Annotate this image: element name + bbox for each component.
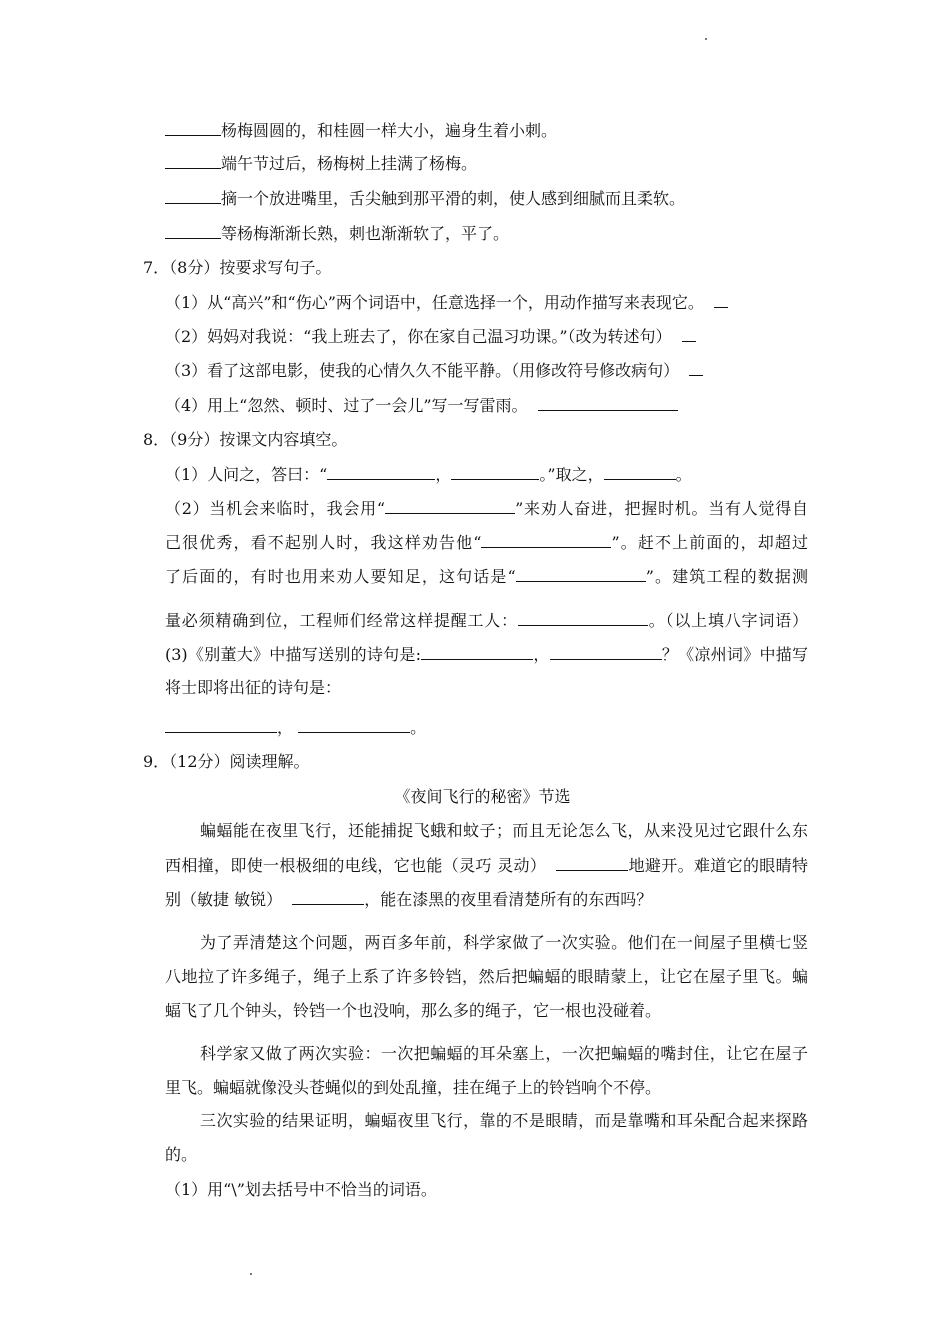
text: ， (533, 645, 550, 664)
answer-blank[interactable] (385, 498, 515, 514)
passage-line: 三次实验的结果证明，蝙蝠夜里飞行，靠的不是眼睛，而是靠嘴和耳朵配合起来探路 (200, 1111, 808, 1130)
text: ， (277, 718, 294, 737)
q8-item-2-line (165, 566, 808, 586)
item-text: （4）用上“忽然、顿时、过了一会儿”写一写雷雨。 (165, 396, 528, 415)
passage-line: 蝙蝠能在夜里飞行，还能捕捉飞蛾和蚊子；而且无论怎么飞，从来没见过它跟什么东 (200, 821, 808, 840)
text: 。（以上填八字词语） (647, 611, 808, 630)
text: ？《凉州词》中描写 (661, 645, 808, 664)
answer-blank[interactable] (327, 464, 435, 480)
answer-blank[interactable] (298, 717, 410, 733)
passage-line: 为了弄清楚这个问题，两百多年前，科学家做了一次实验。他们在一间屋子里横七竖 (200, 933, 808, 952)
text: ”。赶不上前面的，却超过 (611, 533, 808, 552)
answer-blank[interactable] (714, 292, 728, 308)
text: ”。建筑工程的数据测 (645, 567, 808, 586)
q8-item-2-line (165, 532, 808, 552)
ordering-item (165, 153, 477, 173)
passage-line: 八地拉了许多绳子，绳子上系了许多铃铛，然后把蝙蝠的眼睛蒙上，让它在屋子里飞。蝙 (165, 967, 808, 986)
passage-line: 的。 (165, 1145, 198, 1164)
q8-item-2-line (165, 610, 808, 630)
sentence: 摘一个放进嘴里，舌尖触到那平滑的刺，使人感到细腻而且柔软。 (221, 189, 686, 208)
q9-sub-question-1: （1）用“\”划去括号中不恰当的词语。 (165, 1180, 437, 1199)
sentence: 端午节过后，杨梅树上挂满了杨梅。 (221, 154, 478, 173)
text: （1）人问之，答曰：“ (165, 465, 328, 484)
answer-blank[interactable] (165, 717, 277, 733)
ordering-item (165, 120, 557, 140)
text: ”来劝人奋进，把握时机。当有人觉得自 (515, 499, 808, 518)
q8-item-2-line (165, 498, 808, 518)
item-text: （1）从“高兴”和“伤心”两个词语中，任意选择一个，用动作描写来表现它。 (165, 293, 704, 312)
ordering-item (165, 188, 685, 208)
passage-line: 科学家又做了两次实验：一次把蝙蝠的耳朵塞上，一次把蝙蝠的嘴封住，让它在屋子 (200, 1044, 808, 1063)
passage-line: 里飞。蝙蝠就像没头苍蝇似的到处乱撞，挂在绳子上的铃铛响个不停。 (165, 1078, 662, 1097)
text: 了后面的，有时也用来劝人要知足，这句话是“ (165, 567, 516, 586)
q7-item-3 (165, 360, 703, 380)
text: 地避开。难道它的眼睛特 (628, 856, 808, 875)
question-9-title: 9．（12分）阅读理解。 (143, 752, 310, 771)
q7-item-2 (165, 326, 696, 346)
q8-item-3-line (165, 644, 808, 664)
answer-blank[interactable] (165, 120, 221, 136)
answer-blank[interactable] (518, 610, 648, 626)
text: 己很优秀，看不起别人时，我这样劝告他“ (165, 533, 482, 552)
passage-line (165, 855, 808, 875)
answer-blank[interactable] (682, 326, 696, 342)
question-7-title: 7．（8分）按要求写句子。 (143, 258, 332, 277)
text: (3)《别董大》中描写送别的诗句是: (165, 645, 422, 664)
question-8-title: 8．（9分）按课文内容填空。 (143, 430, 348, 449)
text: 别（敏捷 敏锐） (165, 890, 283, 909)
passage-title: 《夜间飞行的秘密》节选 (394, 787, 571, 806)
text: （2）当机会来临时，我会用“ (165, 499, 386, 518)
passage-line: 蝠飞了几个钟头，铃铛一个也没响，那么多的绳子，它一根也没碰着。 (165, 1001, 662, 1020)
q8-item-3-line (165, 717, 426, 737)
q7-item-1 (165, 292, 728, 312)
sentence: 等杨梅渐渐长熟，刺也渐渐软了，平了。 (221, 224, 510, 243)
answer-blank[interactable] (689, 360, 703, 376)
q7-item-4 (165, 395, 678, 415)
answer-blank[interactable] (481, 532, 611, 548)
item-text: （3）看了这部电影，使我的心情久久不能平静。（用修改符号修改病句） (165, 361, 680, 380)
text: 量必须精确到位，工程师们经常这样提醒工人： (165, 611, 518, 630)
answer-blank[interactable] (292, 889, 364, 905)
answer-blank[interactable] (165, 188, 221, 204)
passage-line (165, 889, 652, 909)
text: 。 (410, 718, 427, 737)
answer-blank[interactable] (165, 153, 221, 169)
answer-blank[interactable] (421, 644, 533, 660)
answer-blank[interactable] (516, 566, 646, 582)
text: 。 (675, 465, 692, 484)
item-text: （2）妈妈对我说：“我上班去了，你在家自己温习功课。”（改为转述句） (165, 327, 672, 346)
sentence: 杨梅圆圆的，和桂圆一样大小，遍身生着小刺。 (221, 121, 558, 140)
text: ，能在漆黑的夜里看清楚所有的东西吗？ (364, 890, 653, 909)
page-mark (705, 38, 707, 40)
text: ， (435, 465, 452, 484)
answer-blank[interactable] (604, 464, 676, 480)
text: 西相撞，即使一根极细的电线，它也能（灵巧 灵动） (165, 856, 547, 875)
text: 。”取之， (539, 465, 604, 484)
q8-item-3-line: 将士即将出征的诗句是： (165, 678, 342, 697)
answer-blank[interactable] (556, 855, 628, 871)
answer-blank[interactable] (451, 464, 539, 480)
answer-blank[interactable] (165, 223, 221, 239)
ordering-item (165, 223, 509, 243)
page-mark (250, 1273, 252, 1275)
q8-item-1 (165, 464, 692, 484)
answer-blank[interactable] (538, 395, 678, 411)
answer-blank[interactable] (550, 644, 662, 660)
